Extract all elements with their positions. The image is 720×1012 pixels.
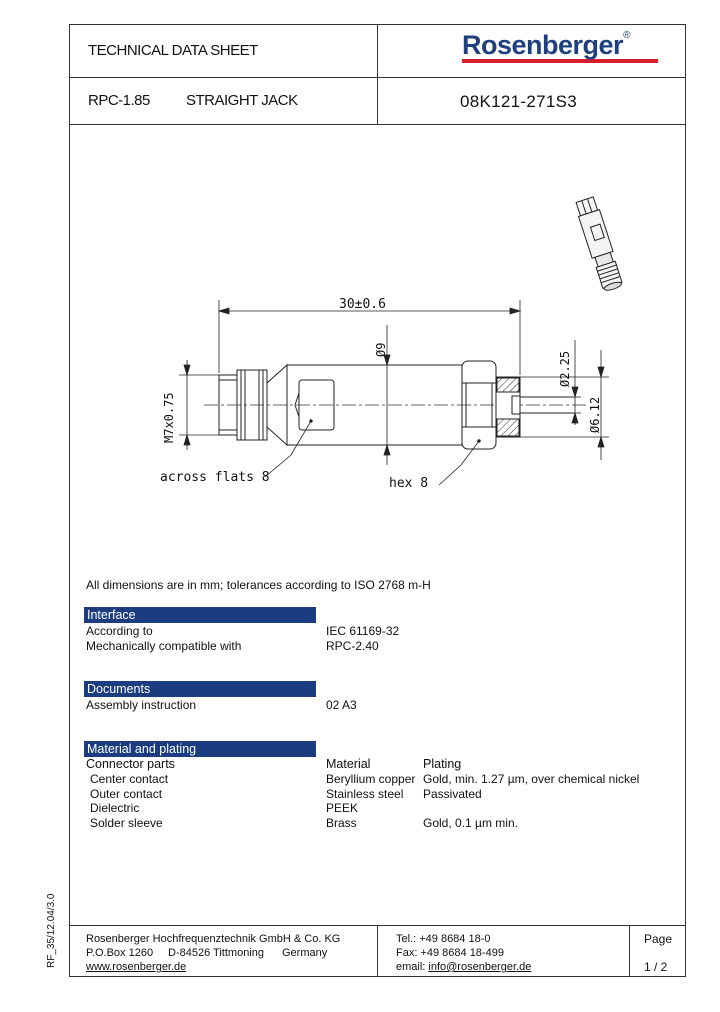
documents-row-label: Assembly instruction <box>86 698 197 712</box>
thread-dimension-text: M7x0.75 <box>162 392 176 443</box>
documents-row-value: 02 A3 <box>326 698 357 712</box>
logo-text: Rosenberger <box>462 30 624 60</box>
footer-website-link[interactable]: www.rosenberger.de <box>86 961 187 973</box>
material-col-plating: Plating <box>423 757 462 771</box>
footer-city: D-84526 Tittmoning <box>168 947 264 959</box>
footer-email-row <box>396 960 531 974</box>
hex-text: hex 8 <box>389 476 429 491</box>
footer-email-label: email: <box>396 961 426 973</box>
across-flats-text: across flats 8 <box>160 470 270 485</box>
diameter-6-12-text: Ø6.12 <box>588 396 602 433</box>
footer-country: Germany <box>282 947 328 959</box>
interface-row-value: IEC 61169-32 <box>326 624 400 638</box>
documents-heading: Documents <box>84 681 316 697</box>
material-heading: Material and plating <box>84 741 316 757</box>
footer-tel: Tel.: +49 8684 18-0 <box>396 933 491 945</box>
material-row-material: Brass <box>326 816 357 830</box>
material-row-material: PEEK <box>326 801 359 815</box>
hex-leader <box>439 441 479 485</box>
footer-vdivider-1 <box>377 925 378 977</box>
rosenberger-logo <box>462 30 658 63</box>
doc-type-title: TECHNICAL DATA SHEET <box>88 42 258 59</box>
footer-fax: Fax: +49 8684 18-499 <box>396 947 504 959</box>
diameter-9-text: Ø9 <box>374 342 388 357</box>
footer-website-wrap <box>86 960 186 974</box>
part-number: 08K121-271S3 <box>460 92 578 111</box>
series-label: RPC-1.85 <box>88 92 150 109</box>
material-row-plating: Gold, min. 1.27 µm, over chemical nickel <box>423 772 640 786</box>
interface-heading: Interface <box>84 607 316 623</box>
product-3d-illustration <box>574 196 624 292</box>
footer-email-link[interactable]: info@rosenberger.de <box>428 961 532 973</box>
product-name: STRAIGHT JACK <box>186 92 298 109</box>
material-row-material: Beryllium copper <box>326 772 416 786</box>
across-flats-leader <box>265 421 311 477</box>
material-col-material: Material <box>326 757 371 771</box>
material-row-part: Center contact <box>90 772 169 786</box>
length-dimension-text: 30±0.6 <box>339 297 386 312</box>
logo-registered-mark: ® <box>623 30 631 41</box>
material-col-parts: Connector parts <box>86 757 175 771</box>
footer-pobox: P.O.Box 1260 <box>86 947 154 959</box>
interface-row-label: Mechanically compatible with <box>86 639 242 653</box>
page-label: Page <box>644 932 673 946</box>
interface-row-label: According to <box>86 624 153 638</box>
header-vdivider <box>377 24 378 124</box>
diameter-2-25-text: Ø2.25 <box>558 350 572 387</box>
material-row-plating: Passivated <box>423 787 482 801</box>
footer-company: Rosenberger Hochfrequenztechnik GmbH & Co. KG <box>86 933 341 945</box>
dimensions-note: All dimensions are in mm; tolerances according to ISO 2768 m-H <box>86 578 431 592</box>
technical-drawing <box>69 125 686 565</box>
material-row-part: Outer contact <box>90 787 163 801</box>
page-value: 1 / 2 <box>644 960 668 974</box>
material-row-material: Stainless steel <box>326 787 404 801</box>
interface-row-value: RPC-2.40 <box>326 639 379 653</box>
material-row-plating: Gold, 0.1 µm min. <box>423 816 518 830</box>
footer-vdivider-2 <box>629 925 630 977</box>
form-id: RF_35/12.04/3.0 <box>46 893 57 968</box>
material-row-part: Dielectric <box>90 801 140 815</box>
material-row-part: Solder sleeve <box>90 816 163 830</box>
